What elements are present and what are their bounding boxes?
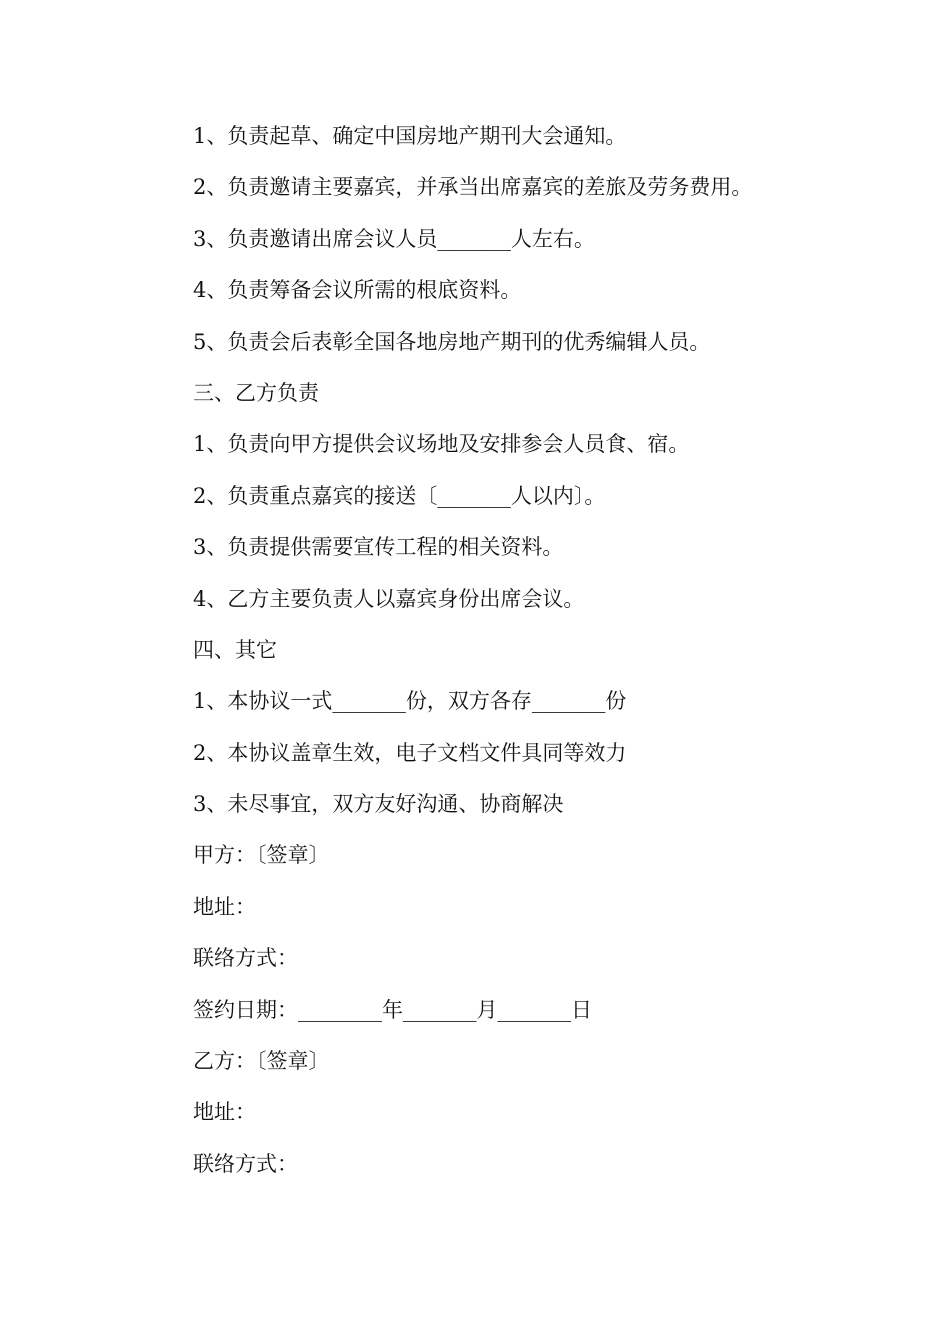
party-a-duty-5: 5、负责会后表彰全国各地房地产期刊的优秀编辑人员。 [193, 329, 711, 354]
party-b-duty-1: 1、负责向甲方提供会议场地及安排参会人员食、宿。 [193, 432, 690, 457]
party-a-address: 地址： [193, 894, 256, 919]
other-term-2: 2、本协议盖章生效，电子文档文件具同等效力 [193, 740, 627, 765]
party-a-duty-4: 4、负责筹备会议所需的根底资料。 [193, 278, 522, 303]
party-b-signature: 乙方：〔签章〕 [193, 1049, 330, 1074]
other-term-3: 3、未尽事宜，双方友好沟通、协商解决 [193, 792, 564, 817]
party-b-contact: 联络方式： [193, 1151, 298, 1176]
party-b-duty-3: 3、负责提供需要宣传工程的相关资料。 [193, 535, 564, 560]
section-heading-party-b: 三、乙方负责 [193, 380, 319, 405]
other-term-1: 1、本协议一式_______份，双方各存_______份 [193, 689, 627, 714]
party-b-duty-2: 2、负责重点嘉宾的接送〔_______人以内〕。 [193, 483, 606, 508]
signing-date: 签约日期：________年_______月_______日 [193, 997, 592, 1022]
party-b-duty-4: 4、乙方主要负责人以嘉宾身份出席会议。 [193, 586, 585, 611]
party-a-duty-2: 2、负责邀请主要嘉宾，并承当出席嘉宾的差旅及劳务费用。 [193, 175, 753, 200]
section-heading-other: 四、其它 [193, 637, 277, 662]
party-a-contact: 联络方式： [193, 946, 298, 971]
party-a-duty-3: 3、负责邀请出席会议人员_______人左右。 [193, 226, 595, 251]
party-a-duty-1: 1、负责起草、确定中国房地产期刊大会通知。 [193, 124, 627, 148]
party-a-signature: 甲方：〔签章〕 [193, 843, 330, 868]
agreement-body [193, 119, 833, 1198]
party-b-address: 地址： [193, 1100, 256, 1125]
